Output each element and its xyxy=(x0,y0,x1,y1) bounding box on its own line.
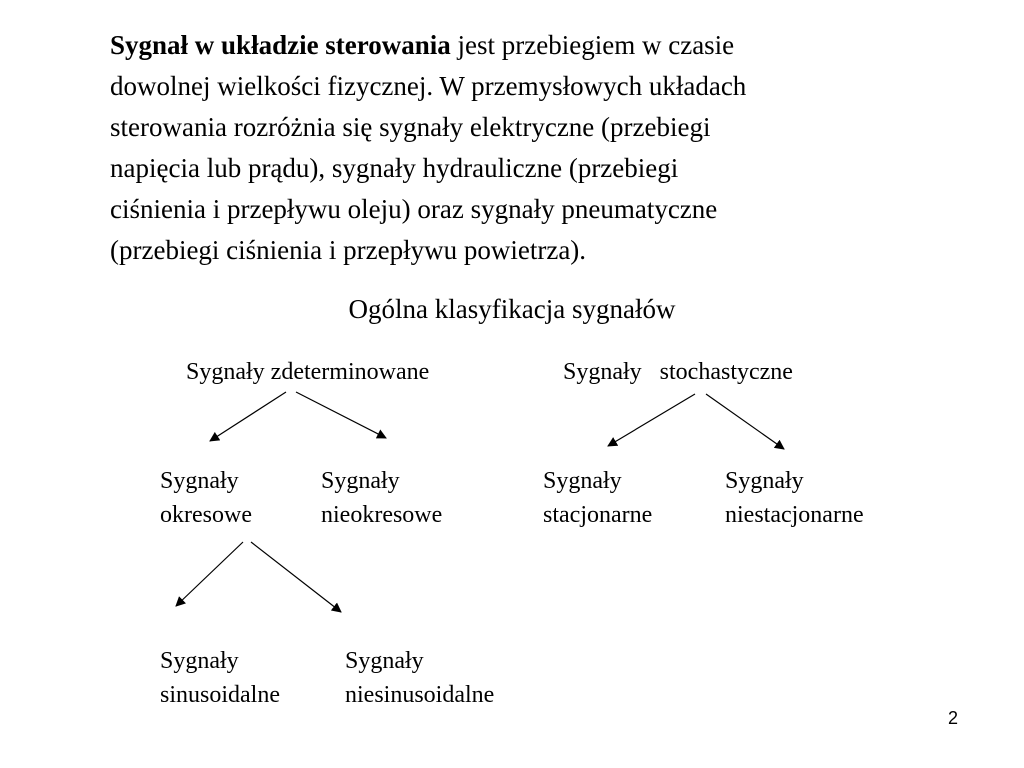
node-sinusoidal-line-2: sinusoidalne xyxy=(160,682,280,708)
node-stationary-line-1: Sygnały xyxy=(543,468,622,494)
intro-line-3: sterowania rozróżnia się sygnały elektryczne (przebiegi xyxy=(110,112,711,142)
arrow-deterministic-to-periodic xyxy=(210,392,286,441)
arrow-stochastic-to-nonstationary xyxy=(706,394,784,449)
intro-line-5: ciśnienia i przepływu oleju) oraz sygnały pneumatyczne xyxy=(110,194,718,224)
intro-bold-lead: Sygnał w układzie sterowania xyxy=(110,30,451,60)
node-periodic-line-1: Sygnały xyxy=(160,468,239,494)
arrow-periodic-to-sinusoidal xyxy=(176,542,243,606)
arrow-periodic-to-nonsinusoidal xyxy=(251,542,341,612)
intro-line-6: (przebiegi ciśnienia i przepływu powietrza). xyxy=(110,235,587,265)
arrow-stochastic-to-stationary xyxy=(608,394,695,446)
node-nonsinusoidal-line-1: Sygnały xyxy=(345,648,424,674)
node-stationary-line-2: stacjonarne xyxy=(543,502,653,528)
node-sinusoidal-line-1: Sygnały xyxy=(160,648,239,674)
diagram-title: Ogólna klasyfikacja sygnałów xyxy=(348,294,676,324)
node-nonsinusoidal-line-2: niesinusoidalne xyxy=(345,682,495,708)
node-nonperiodic-line-1: Sygnały xyxy=(321,468,400,494)
arrow-deterministic-to-nonperiodic xyxy=(296,392,386,438)
node-deterministic: Sygnały zdeterminowane xyxy=(186,359,430,385)
node-nonstationary-line-2: niestacjonarne xyxy=(725,502,864,528)
page-number: 2 xyxy=(948,708,959,728)
intro-line-4: napięcia lub prądu), sygnały hydrauliczne (przebiegi xyxy=(110,153,679,183)
intro-line-1-rest: jest przebiegiem w czasie xyxy=(450,30,735,60)
node-periodic-line-2: okresowe xyxy=(160,502,252,528)
node-nonstationary-line-1: Sygnały xyxy=(725,468,804,494)
node-stochastic: Sygnały stochastyczne xyxy=(563,359,793,385)
node-nonperiodic-line-2: nieokresowe xyxy=(321,502,443,528)
intro-line-2: dowolnej wielkości fizycznej. W przemysłowych układach xyxy=(110,71,747,101)
